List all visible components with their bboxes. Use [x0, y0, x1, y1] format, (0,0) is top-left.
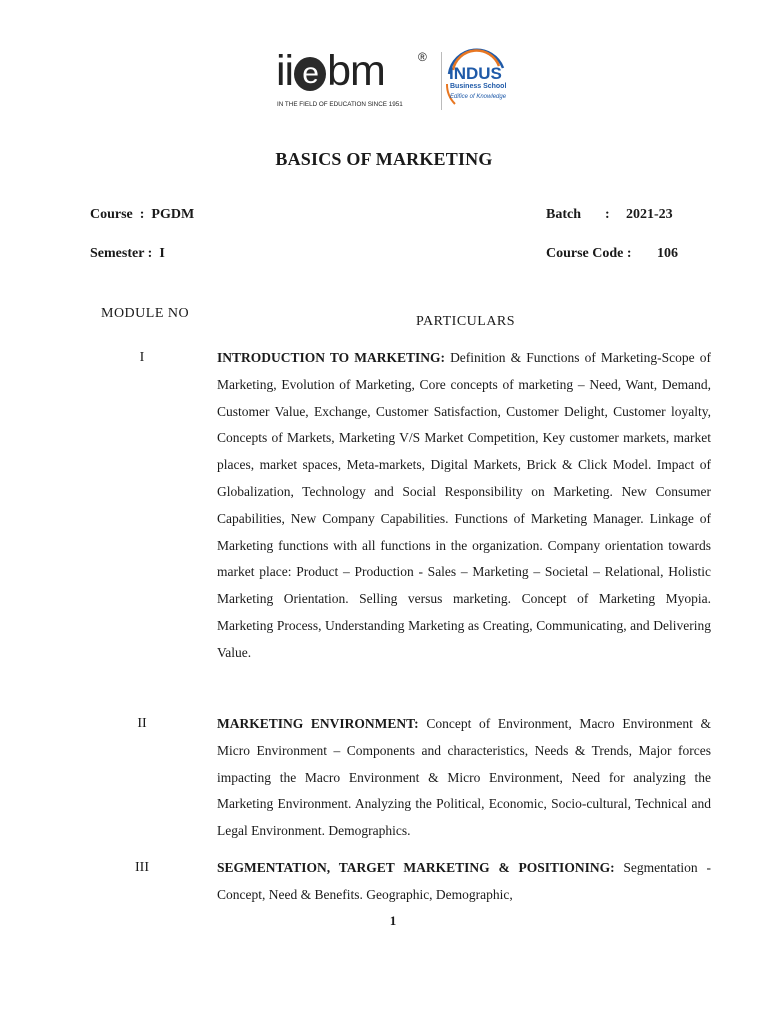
- module-number: III: [135, 860, 149, 875]
- module-heading: SEGMENTATION, TARGET MARKETING & POSITIONING:: [217, 860, 624, 875]
- course-code-label: Course Code :: [546, 246, 632, 261]
- module-number: I: [139, 350, 145, 365]
- indus-name: INDUS: [449, 64, 502, 83]
- particulars-header: PARTICULARS: [416, 314, 516, 329]
- module-description: [217, 345, 711, 667]
- module-number: II: [137, 716, 147, 731]
- batch-label: Batch: [546, 207, 581, 222]
- module-text: Definition & Functions of Marketing-Scope of Marketing, Evolution of Marketing, Core concepts of marketing – Need, Want, Demand, Customer Value, Exchange, Customer Satisfaction, Customer Delight, Customer loyalty, Concepts of Markets, Marketing V/S Market Competition, Key customer markets, market places, market spaces, Meta-markets, Digital Markets, Brick & Click Model. Impact of Globalization, Technology and Social Responsibility on Marketing. New Consumer Capabilities, New Company Capabilities. Functions of Marketing Manager. Linkage of Marketing functions with all functions in the organization. Company orientation towards market place: Product – Production - Sales – Marketing – Societal – Relational, Holistic Marketing Orientation. Selling versus marketing. Concept of Marketing Myopia. Marketing Process, Understanding Marketing as Creating, Communicating, and Delivering Value.: [217, 350, 711, 660]
- iiebm-e-mark-icon: e: [294, 57, 326, 91]
- module-heading: INTRODUCTION TO MARKETING:: [217, 350, 451, 365]
- module-heading: MARKETING ENVIRONMENT:: [217, 716, 427, 731]
- registered-mark: ®: [418, 50, 427, 64]
- module-no-header: MODULE NO: [101, 306, 190, 321]
- module-description: [217, 711, 711, 845]
- indus-subtitle: Business School: [450, 83, 507, 90]
- course-info: Course : PGDM: [90, 207, 195, 222]
- indus-tagline: Edifice of Knowledge: [450, 94, 507, 100]
- logo-divider: [441, 52, 442, 110]
- batch-separator: :: [605, 207, 610, 222]
- course-code-value: 106: [657, 246, 678, 261]
- iiebm-tagline: IN THE FIELD OF EDUCATION SINCE 1951: [277, 101, 403, 108]
- module-description: [217, 855, 711, 909]
- module-text: Segmentation - Concept, Need & Benefits. Geographic, Demographic,: [217, 860, 712, 902]
- indus-logo: [443, 44, 507, 114]
- iiebm-logo: ii e bm ® IN THE FIELD OF EDUCATION SINCE 1951: [276, 46, 436, 116]
- document-title: BASICS OF MARKETING: [275, 149, 493, 169]
- page-number: 1: [389, 913, 397, 928]
- semester-info: Semester : I: [90, 246, 165, 261]
- batch-value: 2021-23: [626, 207, 673, 222]
- module-text: Concept of Environment, Macro Environment & Micro Environment – Components and characteristics, Needs & Trends, Major forces impacting the Macro Environment & Micro Environment, Need for analyzing the Marketing Environment. Analyzing the Political, Economic, Socio-cultural, Technical and Legal Environment. Demographics.: [217, 716, 711, 839]
